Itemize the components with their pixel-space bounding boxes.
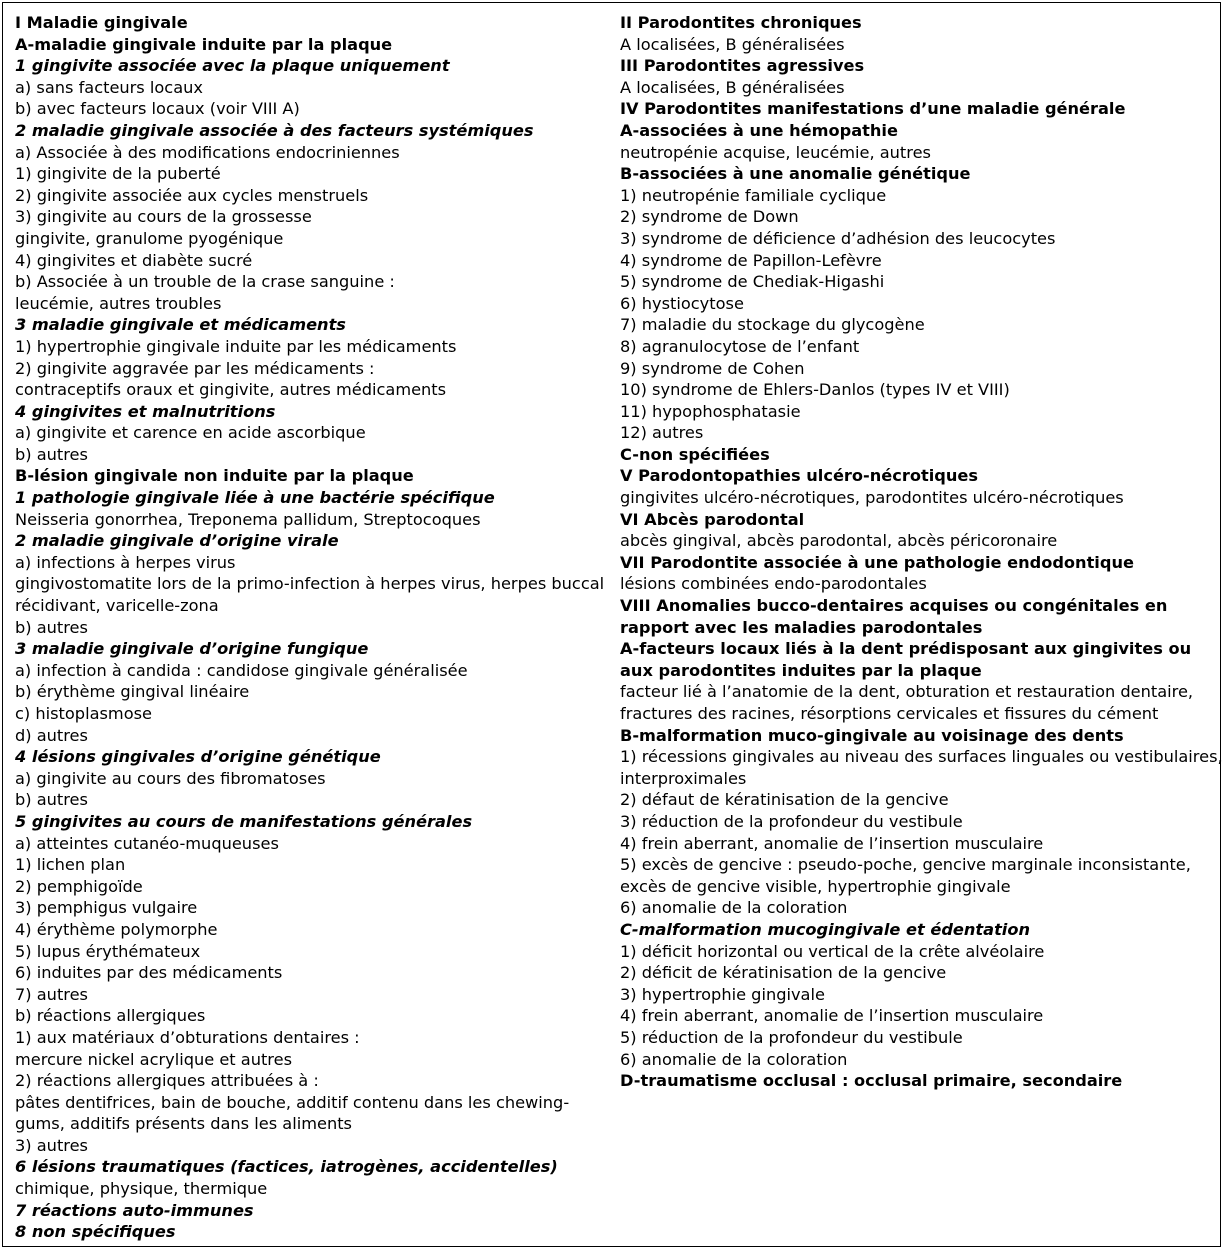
list-item: 1) déficit horizontal ou vertical de la crête alvéolaire bbox=[620, 941, 1045, 961]
list-item: a) infection à candida : candidose gingivale généralisée bbox=[15, 660, 468, 680]
list-item: pâtes dentifrices, bain de bouche, additif contenu dans les chewing- bbox=[15, 1092, 570, 1112]
subsection-heading: 2 maladie gingivale d’origine virale bbox=[15, 531, 339, 551]
list-item: 2) réactions allergiques attribuées à : bbox=[15, 1071, 319, 1091]
left-column bbox=[15, 12, 613, 1243]
right-column bbox=[620, 12, 1223, 1092]
list-item: A localisées, B généralisées bbox=[620, 77, 845, 97]
subsection-heading: 4 lésions gingivales d’origine génétique bbox=[15, 747, 381, 767]
section-heading: aux parodontites induites par la plaque bbox=[620, 660, 982, 680]
list-item: 6) anomalie de la coloration bbox=[620, 898, 848, 918]
subsection-heading: 8 non spécifiques bbox=[15, 1222, 176, 1242]
list-item: 4) gingivites et diabète sucré bbox=[15, 250, 253, 270]
list-item: b) autres bbox=[15, 444, 88, 464]
list-item: 2) défaut de kératinisation de la gencive bbox=[620, 790, 949, 810]
section-heading: B-associées à une anomalie génétique bbox=[620, 164, 971, 184]
list-item: b) autres bbox=[15, 790, 88, 810]
list-item: 9) syndrome de Cohen bbox=[620, 358, 805, 378]
list-item: récidivant, varicelle-zona bbox=[15, 596, 219, 616]
list-item: a) infections à herpes virus bbox=[15, 552, 236, 572]
list-item: 2) gingivite aggravée par les médicaments : bbox=[15, 358, 375, 378]
subsection-heading: 7 réactions auto-immunes bbox=[15, 1200, 254, 1220]
list-item: 3) gingivite au cours de la grossesse bbox=[15, 207, 312, 227]
section-heading: IV Parodontites manifestations d’une maladie générale bbox=[620, 99, 1126, 119]
section-heading: V Parodontopathies ulcéro-nécrotiques bbox=[620, 466, 978, 486]
list-item: neutropénie acquise, leucémie, autres bbox=[620, 142, 931, 162]
list-item: abcès gingival, abcès parodontal, abcès péricoronaire bbox=[620, 531, 1058, 551]
section-heading: B-malformation muco-gingivale au voisinage des dents bbox=[620, 725, 1124, 745]
list-item: 5) excès de gencive : pseudo-poche, gencive marginale inconsistante, bbox=[620, 855, 1191, 875]
list-item: 2) syndrome de Down bbox=[620, 207, 799, 227]
subsection-heading: 1 pathologie gingivale liée à une bactérie spécifique bbox=[15, 488, 495, 508]
list-item: 2) pemphigoïde bbox=[15, 876, 143, 896]
list-item: 3) hypertrophie gingivale bbox=[620, 984, 825, 1004]
list-item: 5) réduction de la profondeur du vestibule bbox=[620, 1027, 963, 1047]
list-item: facteur lié à l’anatomie de la dent, obturation et restauration dentaire, bbox=[620, 682, 1194, 702]
section-heading: VI Abcès parodontal bbox=[620, 509, 805, 529]
list-item: 5) syndrome de Chediak-Higashi bbox=[620, 272, 885, 292]
list-item: gums, additifs présents dans les aliments bbox=[15, 1114, 352, 1134]
list-item: leucémie, autres troubles bbox=[15, 293, 222, 313]
list-item: 3) réduction de la profondeur du vestibule bbox=[620, 811, 963, 831]
list-item: 1) récessions gingivales au niveau des surfaces linguales ou vestibulaires, bbox=[620, 747, 1223, 767]
list-item: 4) syndrome de Papillon-Lefèvre bbox=[620, 250, 882, 270]
subsection-heading: 6 lésions traumatiques (factices, iatrogènes, accidentelles) bbox=[15, 1157, 558, 1177]
list-item: 4) frein aberrant, anomalie de l’insertion musculaire bbox=[620, 833, 1044, 853]
classification-table bbox=[2, 2, 1221, 1247]
list-item: contraceptifs oraux et gingivite, autres médicaments bbox=[15, 380, 447, 400]
list-item: 1) aux matériaux d’obturations dentaires : bbox=[15, 1027, 360, 1047]
list-item: mercure nickel acrylique et autres bbox=[15, 1049, 293, 1069]
list-item: a) gingivite au cours des fibromatoses bbox=[15, 768, 326, 788]
subsection-heading: 5 gingivites au cours de manifestations générales bbox=[15, 811, 473, 831]
list-item: 4) frein aberrant, anomalie de l’insertion musculaire bbox=[620, 1006, 1044, 1026]
list-item: c) histoplasmose bbox=[15, 704, 152, 723]
section-heading: VIII Anomalies bucco-dentaires acquises ou congénitales en bbox=[620, 596, 1168, 616]
section-heading: I Maladie gingivale bbox=[15, 13, 188, 32]
list-item: 3) autres bbox=[15, 1135, 88, 1155]
list-item: 6) induites par des médicaments bbox=[15, 963, 283, 983]
list-item: a) Associée à des modifications endocriniennes bbox=[15, 142, 400, 162]
list-item: gingivites ulcéro-nécrotiques, parodontites ulcéro-nécrotiques bbox=[620, 488, 1124, 508]
list-item: b) autres bbox=[15, 617, 88, 637]
list-item: gingivite, granulome pyogénique bbox=[15, 228, 284, 248]
list-item: 12) autres bbox=[620, 423, 704, 443]
list-item: 10) syndrome de Ehlers-Danlos (types IV et VIII) bbox=[620, 380, 1010, 400]
list-item: Neisseria gonorrhea, Treponema pallidum, Streptocoques bbox=[15, 509, 481, 529]
subsection-heading: 3 maladie gingivale et médicaments bbox=[15, 315, 346, 335]
subsection-heading: 4 gingivites et malnutritions bbox=[15, 401, 276, 421]
list-item: chimique, physique, thermique bbox=[15, 1179, 268, 1199]
subsection-heading: C-malformation mucogingivale et édentation bbox=[620, 919, 1030, 939]
list-item: a) sans facteurs locaux bbox=[15, 77, 203, 97]
subsection-heading: 3 maladie gingivale d’origine fungique bbox=[15, 639, 369, 659]
list-item: 6) hystiocytose bbox=[620, 293, 744, 313]
section-heading: III Parodontites agressives bbox=[620, 56, 865, 76]
list-item: a) atteintes cutanéo-muqueuses bbox=[15, 833, 279, 853]
list-item: 8) agranulocytose de l’enfant bbox=[620, 336, 860, 356]
list-item: 7) autres bbox=[15, 984, 88, 1004]
section-heading: A-facteurs locaux liés à la dent prédisposant aux gingivites ou bbox=[620, 639, 1192, 659]
list-item: 1) neutropénie familiale cyclique bbox=[620, 185, 887, 205]
subsection-heading: 1 gingivite associée avec la plaque uniquement bbox=[15, 56, 450, 76]
list-item: b) réactions allergiques bbox=[15, 1006, 206, 1026]
list-item: 1) hypertrophie gingivale induite par les médicaments bbox=[15, 336, 457, 356]
list-item: 2) gingivite associée aux cycles menstruels bbox=[15, 185, 369, 205]
list-item: 7) maladie du stockage du glycogène bbox=[620, 315, 925, 335]
section-heading: rapport avec les maladies parodontales bbox=[620, 617, 983, 637]
list-item: 4) érythème polymorphe bbox=[15, 919, 218, 939]
list-item: 1) gingivite de la puberté bbox=[15, 164, 221, 184]
list-item: 5) lupus érythémateux bbox=[15, 941, 201, 961]
list-item: excès de gencive visible, hypertrophie gingivale bbox=[620, 876, 1011, 896]
list-item: gingivostomatite lors de la primo-infection à herpes virus, herpes buccal bbox=[15, 574, 605, 594]
list-item: fractures des racines, résorptions cervicales et fissures du cément bbox=[620, 704, 1159, 723]
list-item: b) Associée à un trouble de la crase sanguine : bbox=[15, 272, 395, 292]
list-item: A localisées, B généralisées bbox=[620, 34, 845, 54]
list-item: 11) hypophosphatasie bbox=[620, 401, 801, 421]
section-heading: A-associées à une hémopathie bbox=[620, 120, 898, 140]
list-item: b) érythème gingival linéaire bbox=[15, 682, 250, 702]
list-item: lésions combinées endo-parodontales bbox=[620, 574, 927, 594]
list-item: b) avec facteurs locaux (voir VIII A) bbox=[15, 99, 300, 119]
section-heading: II Parodontites chroniques bbox=[620, 13, 862, 32]
list-item: a) gingivite et carence en acide ascorbique bbox=[15, 423, 366, 443]
list-item: 2) déficit de kératinisation de la gencive bbox=[620, 963, 947, 983]
list-item: interproximales bbox=[620, 768, 747, 788]
section-heading: VII Parodontite associée à une pathologie endodontique bbox=[620, 552, 1134, 572]
section-heading: B-lésion gingivale non induite par la plaque bbox=[15, 466, 414, 486]
list-item: d) autres bbox=[15, 725, 88, 745]
subsection-heading: 2 maladie gingivale associée à des facteurs systémiques bbox=[15, 120, 534, 140]
list-item: 1) lichen plan bbox=[15, 855, 126, 875]
list-item: 3) pemphigus vulgaire bbox=[15, 898, 198, 918]
list-item: 3) syndrome de déficience d’adhésion des leucocytes bbox=[620, 228, 1056, 248]
list-item: 6) anomalie de la coloration bbox=[620, 1049, 848, 1069]
section-heading: A-maladie gingivale induite par la plaque bbox=[15, 34, 393, 54]
section-heading: D-traumatisme occlusal : occlusal primaire, secondaire bbox=[620, 1071, 1123, 1091]
section-heading: C-non spécifiées bbox=[620, 444, 770, 464]
